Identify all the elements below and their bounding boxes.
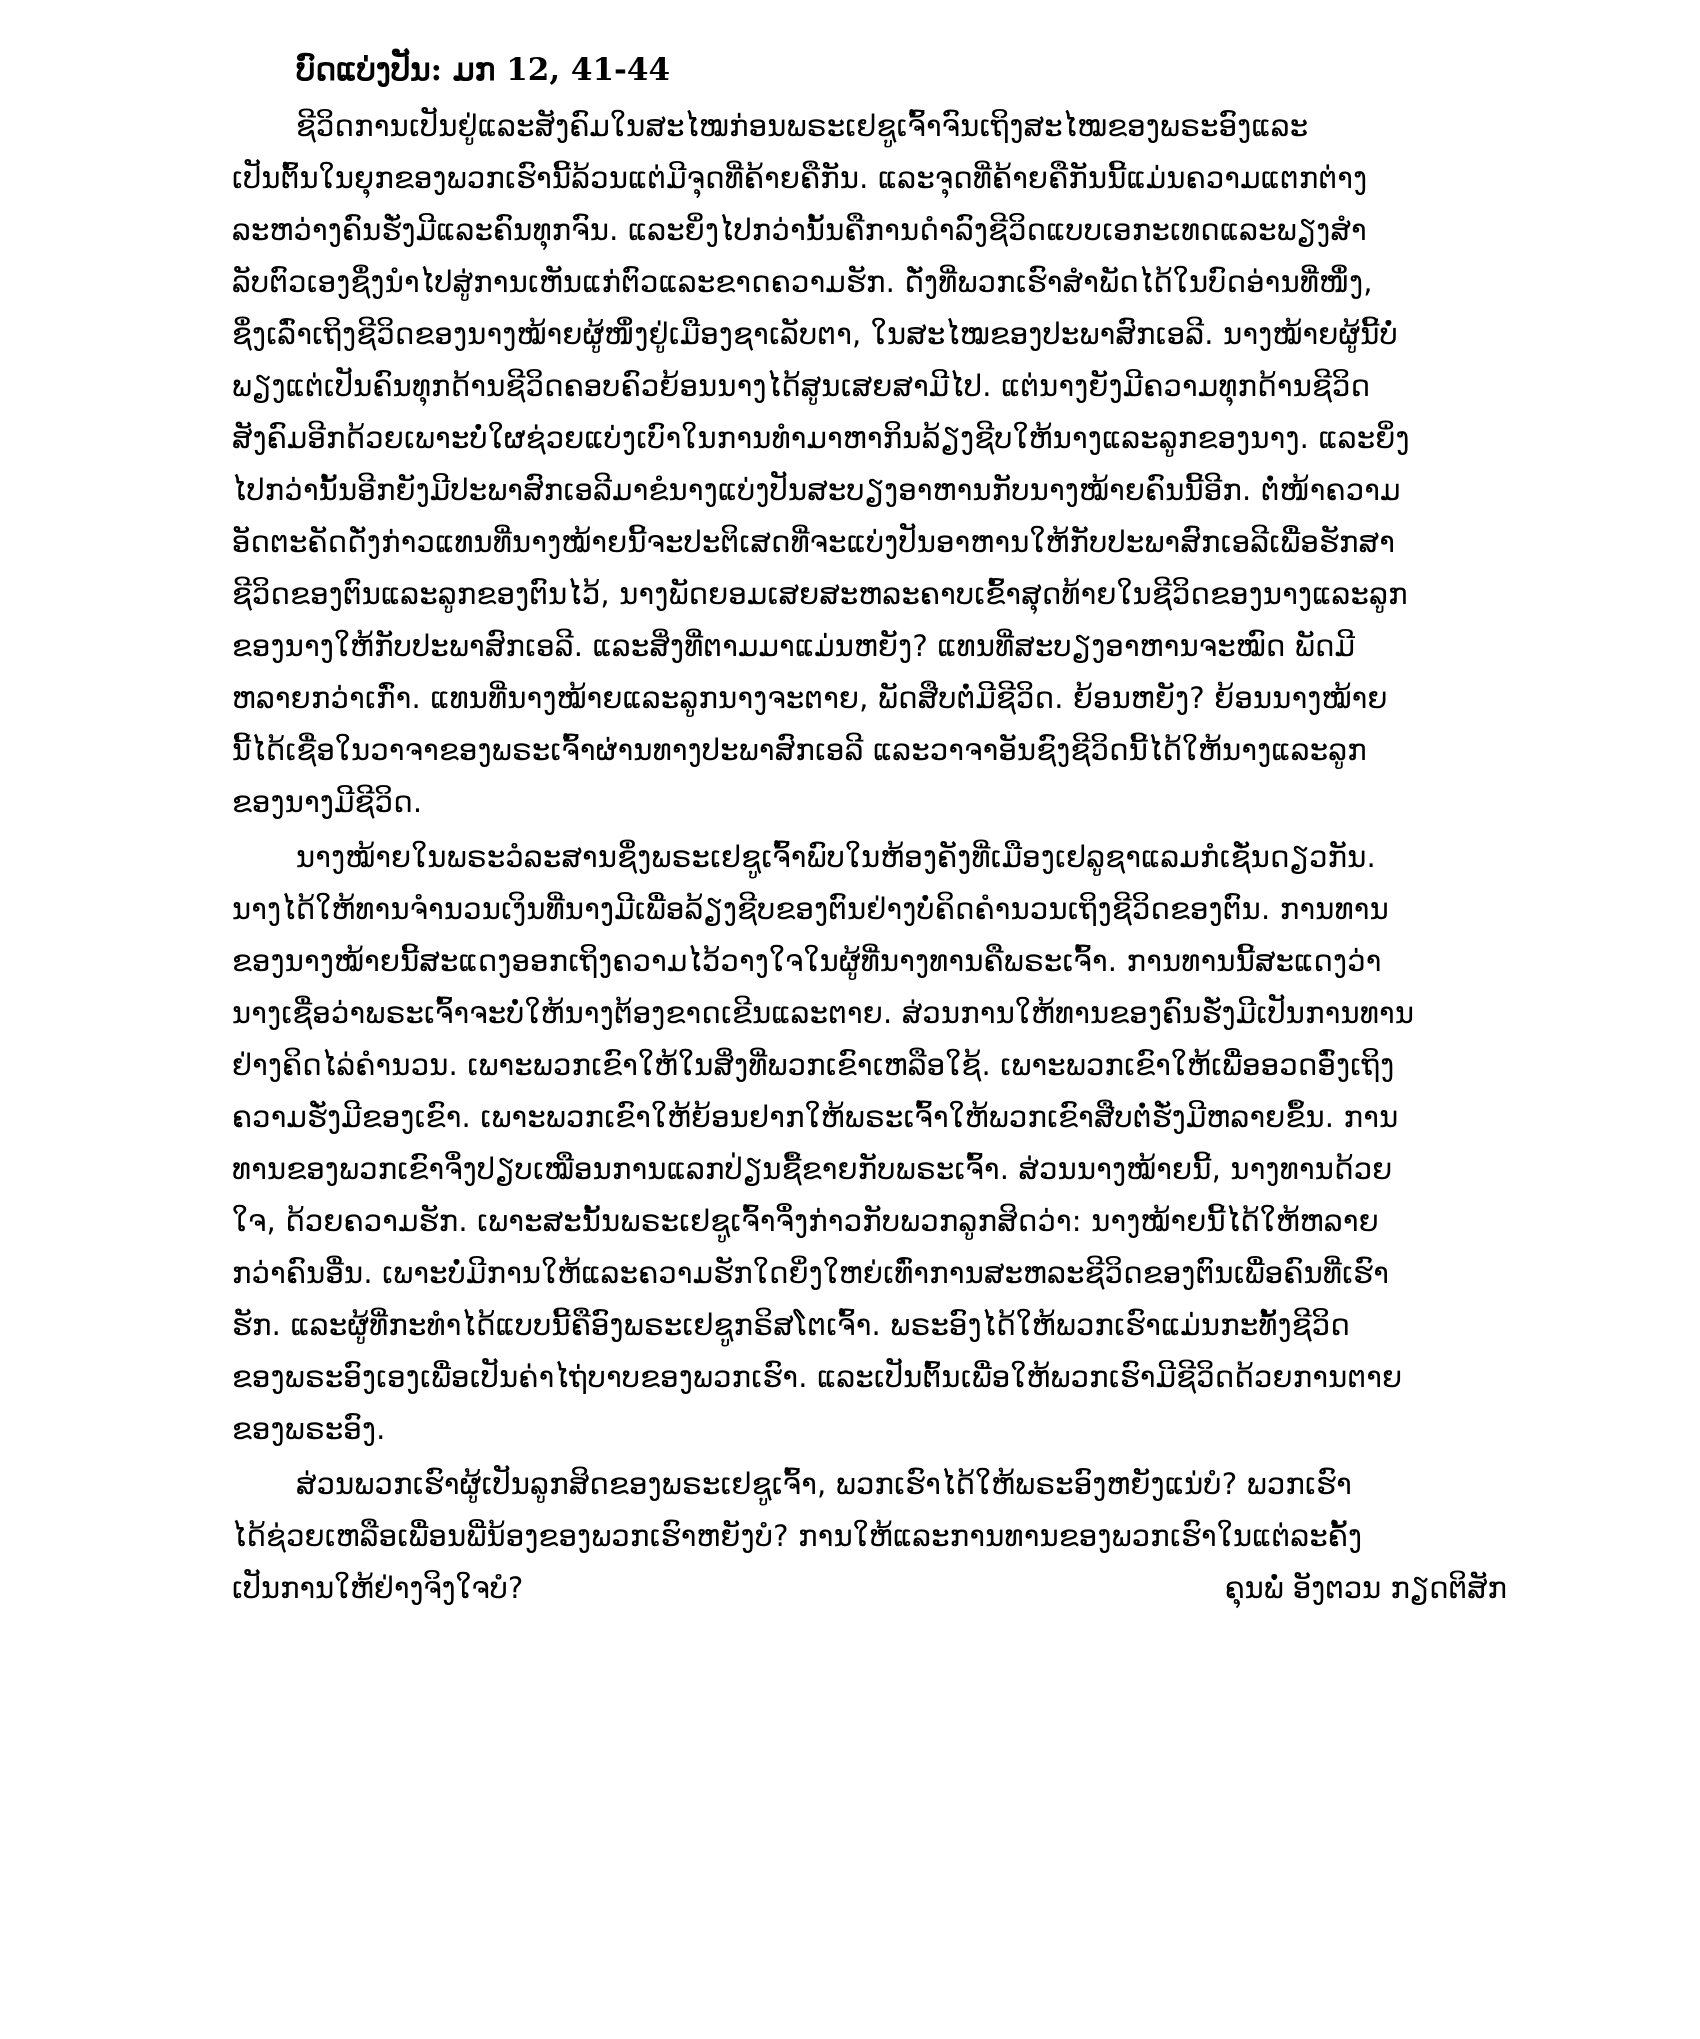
paragraph-line: ທານຂອງພວກເຂົາຈຶ່ງປຽບເໝືອນການແລກປ່ຽນຊື້ຂາຍກັບພຣະເຈົ້າ. ສ່ວນນາງໝ້າຍນີ້, ນາງທານດ້ວຍ [232,1152,1393,1186]
paragraph-line: ພຽງແຕ່ເປັນຄົນທຸກດ້ານຊີວິດຄອບຄົວຍ້ອນນາງໄດ້ສູນເສຍສາມີໄປ. ແຕ່ນາງຍັງມີຄວາມທຸກດ້ານຊີວິດ [232,369,1371,403]
paragraph-1 [232,100,1507,828]
paragraph-line: ນາງໝ້າຍໃນພຣະວໍລະສານຊຶ່ງພຣະເຢຊູເຈົ້າພົບໃນຫ້ອງຄັງທີ່ເມືອງເຢລູຊາແລມກໍເຊັ່ນດຽວກັນ. [296,840,1376,874]
paragraph-line: ຊີວິດການເປັນຢູ່ແລະສັງຄົມໃນສະໄໝກ່ອນພຣະເຢຊູເຈົ້າຈົນເຖິງສະໄໝຂອງພຣະອົງແລະ [296,109,1309,143]
paragraph-line: ໃຈ, ດ້ວຍຄວາມຮັກ. ເພາະສະນັ້ນພຣະເຢຊູເຈົ້າຈຶ່ງກ່າວກັບພວກລູກສິດວ່າ: ນາງໝ້າຍນີ້ໄດ້ໃຫ້ຫລາຍ [232,1204,1379,1238]
paragraph-line: ໄດ້ຊ່ວຍເຫລືອເພື່ອນພີ່ນ້ອງຂອງພວກເຮົາຫຍັງບໍ? ການໃຫ້ແລະການທານຂອງພວກເຮົາໃນແຕ່ລະຄັ້ງ [232,1519,1363,1553]
paragraph-line: ລັບຕົວເອງຊຶ່ງນໍາໄປສູ່ການເຫັນແກ່ຕົວແລະຂາດຄວາມຮັກ. ດັ່ງທີ່ພວກເຮົາສໍາພັດໄດ້ໃນບົດອ່ານທີ່ໜຶ່ງ, [232,265,1373,299]
paragraph-line: ຢ່າງຄິດໄລ່ຄໍານວນ. ເພາະພວກເຂົາໃຫ້ໃນສິ່ງທີ່ພວກເຂົາເຫລືອໃຊ້. ເພາະພວກເຂົາໃຫ້ເພື່ອອວດອົ່ງເຖິງ [232,1048,1395,1082]
paragraph-line: ສ່ວນພວກເຮົາຜູ້ເປັນລູກສິດຂອງພຣະເຢຊູເຈົ້າ, ພວກເຮົາໄດ້ໃຫ້ພຣະອົງຫຍັງແນ່ບໍ? ພວກເຮົາ [296,1467,1352,1501]
author-signature: ຄຸນພໍ່ ອັງຕວນ ກຽດຕິສັກ [1224,1571,1507,1605]
paragraph-line: ຂອງນາງໝ້າຍນີ້ສະແດງອອກເຖິງຄວາມໄວ້ວາງໃຈໃນຜູ້ທີ່ນາງທານຄືພຣະເຈົ້າ. ການທານນີ້ສະແດງວ່າ [232,944,1382,978]
paragraph-line: ກວ່າຄົນອື່ນ. ເພາະບໍ່ມີການໃຫ້ແລະຄວາມຮັກໃດຍິ່ງໃຫຍ່ເທົ່າການສະຫລະຊີວິດຂອງຕົນເພື່ອຄົນທີ່ເຮົາ [232,1256,1390,1290]
paragraph-line: ຂອງນາງມີຊີວິດ. [232,785,423,819]
paragraph-line: ນີ້ໄດ້ເຊື່ອໃນວາຈາຂອງພຣະເຈົ້າຜ່ານທາງປະພາສົກເອລີ ແລະວາຈາອັນຊົງຊີວິດນີ້ໄດ້ໃຫ້ນາງແລະລູກ [232,733,1367,767]
paragraph-line: ລະຫວ່າງຄົນຮັ່ງມີແລະຄົນທຸກຈົນ. ແລະຍິ່ງໄປກວ່ານັ້ນຄືການດໍາລົງຊີວິດແບບເອກະເທດແລະພຽງສໍາ [232,213,1367,247]
paragraph-line: ເປັນການໃຫ້ຢ່າງຈິງໃຈບໍ? [232,1571,524,1605]
paragraph-line: ສັງຄົມອີກດ້ວຍເພາະບໍ່ໃຜຊ່ວຍແບ່ງເບົາໃນການທໍາມາຫາກິນລ້ຽງຊີບໃຫ້ນາງແລະລູກຂອງນາງ. ແລະຍິ່ງ [232,421,1410,455]
paragraph-line: ຂອງນາງໃຫ້ກັບປະພາສົກເອລີ. ແລະສິ່ງທີ່ຕາມມາແມ່ນຫຍັງ? ແທນທີ່ສະບຽງອາຫານຈະໝົດ ພັດມີ [232,629,1356,663]
paragraph-line: ນາງເຊື່ອວ່າພຣະເຈົ້າຈະບໍ່ໃຫ້ນາງຕ້ອງຂາດເຂີນແລະຕາຍ. ສ່ວນການໃຫ້ທານຂອງຄົນຮັ່ງມີເປັນການທານ [232,996,1415,1030]
paragraph-line: ຊຶ່ງເລົ່າເຖິງຊີວິດຂອງນາງໝ້າຍຜູ້ໜຶ່ງຢູ່ເມືອງຊາເລັບຕາ, ໃນສະໄໝຂອງປະພາສົກເອລີ. ນາງໝ້າຍຜູ້ນີ້ບໍ່ [232,317,1398,351]
paragraph-line: ໄປກວ່ານັ້ນອີກຍັງມີປະພາສົກເອລີມາຂໍນາງແບ່ງປັນສະບຽງອາຫານກັບນາງໝ້າຍຄົນນີ້ອີກ. ຕໍ່ໜ້າຄວາມ [232,473,1401,507]
paragraph-line: ນາງໄດ້ໃຫ້ທານຈໍານວນເງິນທີ່ນາງມີເພື່ອລ້ຽງຊີບຂອງຕົນຢ່າງບໍ່ຄິດຄໍານວນເຖິງຊີວິດຂອງຕົນ. ການທານ [232,892,1389,926]
closing-row [232,1562,1507,1614]
paragraph-line: ຂອງພຣະອົງເອງເພື່ອເປັນຄ່າໄຖ່ບາບຂອງພວກເຮົາ. ແລະເປັນຕົ້ນເພື່ອໃຫ້ພວກເຮົາມີຊີວິດດ້ວຍການຕາຍ [232,1360,1403,1394]
paragraph-line: ຫລາຍກວ່າເກົ່າ. ແທນທີ່ນາງໝ້າຍແລະລູກນາງຈະຕາຍ, ພັດສືບຕໍ່ມີຊີວິດ. ຍ້ອນຫຍັງ? ຍ້ອນນາງໝ້າຍ [232,681,1388,715]
paragraph-line: ເປັນຕົ້ນໃນຍຸກຂອງພວກເຮົານີ້ລ້ວນແຕ່ມີຈຸດທີ່ຄ້າຍຄືກັນ. ແລະຈຸດທີ່ຄ້າຍຄືກັນນີ້ແມ່ນຄວາມແຕກຕ່າງ [232,161,1368,195]
paragraph-line: ຂອງພຣະອົງ. [232,1412,386,1446]
paragraph-3 [232,1458,1507,1614]
paragraph-line: ຮັກ. ແລະຜູ້ທີ່ກະທໍາໄດ້ແບບນີ້ຄືອົງພຣະເຢຊູກຣິສໂຕເຈົ້າ. ພຣະອົງໄດ້ໃຫ້ພວກເຮົາແມ່ນກະທັ້ງຊີວິດ [232,1308,1350,1342]
document-title: ບົດແບ່ງປັນ: ມກ 12, 41-44 [296,52,671,88]
document-body [232,46,1507,1614]
paragraph-line: ຊີວິດຂອງຕົນແລະລູກຂອງຕົນໄວ້, ນາງພັດຍອມເສຍສະຫລະຄາບເຂົ້າສຸດທ້າຍໃນຊີວິດຂອງນາງແລະລູກ [232,577,1408,611]
paragraph-line: ຄວາມຮັ່ງມີຂອງເຂົາ. ເພາະພວກເຂົາໃຫ້ຍ້ອນຢາກໃຫ້ພຣະເຈົ້າໃຫ້ພວກເຂົາສືບຕໍ່ຮັ່ງມີຫລາຍຂຶ້ນ. ການ [232,1100,1399,1134]
paragraph-line: ອັດຕະຄັດດັ່ງກ່າວແທນທີ່ນາງໝ້າຍນີ້ຈະປະຕິເສດທີ່ຈະແບ່ງປັນອາຫານໃຫ້ກັບປະພາສົກເອລີເພື່ອຮັກສາ [232,525,1396,559]
paragraph-2 [232,831,1507,1455]
